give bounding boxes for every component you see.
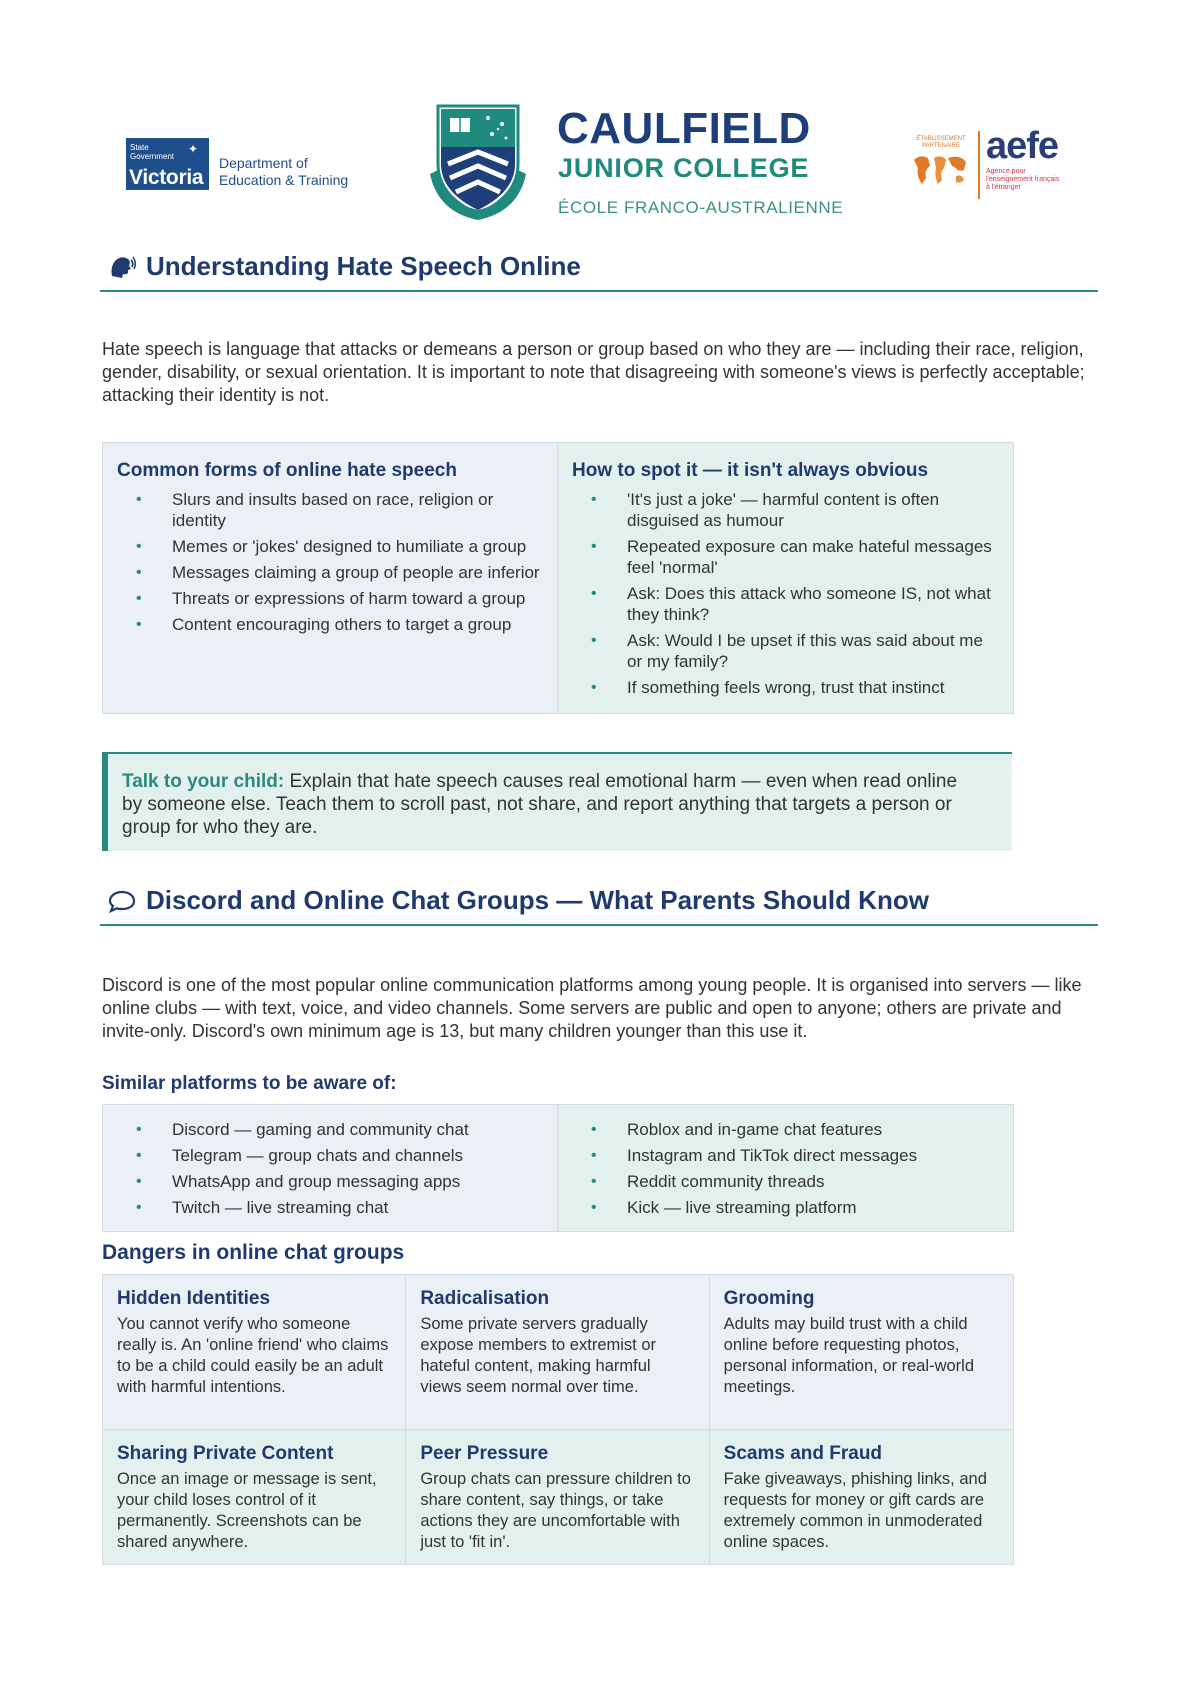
section-title: Understanding Hate Speech Online [146, 251, 581, 281]
platforms-left-column [103, 1105, 558, 1231]
list-item [572, 1197, 999, 1218]
danger-card-radicalisation [406, 1275, 709, 1430]
list-item-text: Content encouraging others to target a group [172, 615, 512, 634]
how-to-spot-column [558, 443, 1013, 713]
bullet-icon: • [591, 585, 597, 602]
bullet-icon: • [136, 1147, 142, 1164]
danger-text: Group chats can pressure children to share content, say things, or take actions they are uncomfortable with just to 'fit in'. [420, 1470, 691, 1551]
aefe-partner-line2: PARTENAIRE [922, 143, 960, 149]
caulfield-junior-college-logo [428, 104, 858, 234]
list-item-text: Ask: Would I be upset if this was said about me or my family? [627, 631, 983, 671]
aefe-sub-line3: à l'étranger [986, 184, 1021, 191]
list-item [117, 1145, 543, 1166]
danger-card-hidden-identities [103, 1275, 406, 1430]
vic-logo-line2: Government [130, 152, 175, 161]
list-item-text: Repeated exposure can make hateful messages feel 'normal' [627, 537, 992, 577]
victoria-logo-box [126, 138, 209, 190]
school-name-line1: CAULFIELD [557, 104, 811, 153]
danger-card-scams-and-fraud [710, 1430, 1013, 1564]
list-item-text: Slurs and insults based on race, religion or identity [172, 490, 494, 530]
hate-speech-intro: Hate speech is language that attacks or demeans a person or group based on who they are — including their race, religion, gender, disability, or sexual orientation. It is important to note that disagreeing with someone's views is perfectly acceptable; attacking their identity is not. [102, 339, 1085, 405]
danger-text: Once an image or message is sent, your child loses control of it permanently. Screenshots can be shared anywhere. [117, 1470, 377, 1551]
list-item [572, 1119, 999, 1140]
common-forms-list [117, 489, 543, 635]
southern-cross-icon: ✦ [188, 142, 199, 156]
danger-card-grooming [710, 1275, 1013, 1430]
victoria-government-logo [126, 138, 356, 192]
bullet-icon: • [591, 491, 597, 508]
section-heading-discord [100, 884, 1098, 926]
danger-title: Sharing Private Content [117, 1443, 334, 1464]
list-item-text: Instagram and TikTok direct messages [627, 1146, 918, 1165]
danger-card-peer-pressure [406, 1430, 709, 1564]
bullet-icon: • [136, 491, 142, 508]
talk-to-your-child-callout [102, 752, 1012, 851]
list-item [117, 1119, 543, 1140]
aefe-partner-label [910, 136, 972, 150]
aefe-partner-line1: ÉTABLISSEMENT [916, 136, 966, 142]
aefe-sub-line1: Agence pour [986, 168, 1026, 175]
bullet-icon: • [591, 1199, 597, 1216]
dangers-title: Dangers in online chat groups [102, 1241, 405, 1264]
bullet-icon: • [591, 679, 597, 696]
similar-platforms-title: Similar platforms to be aware of: [102, 1073, 397, 1094]
list-item [572, 677, 999, 698]
list-item [117, 588, 543, 609]
speaking-head-icon [108, 254, 136, 280]
callout-text: Explain that hate speech causes real emotional harm — even when read online by someone else. Teach them to scroll past, not share, and report anything that targets a person or group for who they are. [122, 771, 958, 838]
list-item [572, 536, 999, 578]
list-item [572, 1171, 999, 1192]
danger-title: Grooming [723, 1288, 815, 1309]
dangers-grid [102, 1274, 1014, 1565]
bullet-icon: • [591, 1173, 597, 1190]
list-item [117, 489, 543, 531]
section-heading-hate-speech [100, 250, 1098, 292]
list-item-text: Roblox and in-game chat features [627, 1120, 883, 1139]
danger-title: Scams and Fraud [723, 1443, 883, 1464]
aefe-logo [910, 126, 1070, 206]
vic-dept-line2: Education & Training [219, 172, 349, 188]
list-item [572, 1145, 999, 1166]
section-title: Discord and Online Chat Groups — What Parents Should Know [146, 885, 929, 915]
list-item [572, 583, 999, 625]
bullet-icon: • [591, 632, 597, 649]
platforms-left-list [117, 1119, 543, 1218]
bullet-icon: • [591, 1147, 597, 1164]
list-item-text: Ask: Does this attack who someone IS, not what they think? [627, 584, 991, 624]
platforms-right-list [572, 1119, 999, 1218]
aefe-subtitle [986, 168, 1076, 192]
vic-logo-name: Victoria [129, 166, 204, 189]
bullet-icon: • [136, 538, 142, 555]
list-item-text: 'It's just a joke' — harmful content is often disguised as humour [627, 490, 940, 530]
common-forms-column [103, 443, 558, 713]
danger-text: Fake giveaways, phishing links, and requests for money or gift cards are extremely common in unmoderated online spaces. [723, 1470, 987, 1551]
callout-label: Talk to your child: [122, 771, 285, 792]
danger-title: Peer Pressure [420, 1443, 549, 1464]
bullet-icon: • [591, 538, 597, 555]
bullet-icon: • [136, 1199, 142, 1216]
platforms-right-column [558, 1105, 1013, 1231]
list-item [117, 536, 543, 557]
list-item [572, 489, 999, 531]
list-item-text: Reddit community threads [627, 1172, 825, 1191]
danger-title: Radicalisation [420, 1288, 550, 1309]
vic-logo-line1: State [130, 143, 149, 152]
list-item [117, 1197, 543, 1218]
list-item-text: WhatsApp and group messaging apps [172, 1172, 461, 1191]
list-item [572, 630, 999, 672]
aefe-wordmark: aefe [986, 125, 1059, 167]
aefe-sub-line2: l'enseignement français [986, 176, 1060, 183]
list-item-text: Discord — gaming and community chat [172, 1120, 469, 1139]
how-to-spot-list [572, 489, 999, 698]
similar-platforms-box [102, 1104, 1014, 1232]
list-item [117, 614, 543, 635]
list-item-text: Threats or expressions of harm toward a group [172, 589, 526, 608]
bullet-icon: • [136, 590, 142, 607]
world-map-icon [910, 150, 970, 190]
danger-text: Some private servers gradually expose members to extremist or hateful content, making harmful views seem normal over time. [420, 1315, 656, 1396]
speech-bubble-icon [108, 888, 136, 914]
bullet-icon: • [136, 1173, 142, 1190]
hate-speech-info-box [102, 442, 1014, 714]
school-crest-icon [428, 104, 528, 222]
bullet-icon: • [591, 1121, 597, 1138]
school-name-line2: JUNIOR COLLEGE [558, 153, 810, 183]
list-item-text: Messages claiming a group of people are inferior [172, 563, 540, 582]
discord-intro: Discord is one of the most popular online communication platforms among young people. It is organised into servers — like online clubs — with text, voice, and video channels. Some servers are public and open to anyone; others are private and invite-only. Discord's own minimum age is 13, but many children younger than this use it. [102, 975, 1082, 1041]
aefe-divider [978, 131, 980, 199]
list-item [117, 1171, 543, 1192]
list-item-text: If something feels wrong, trust that instinct [627, 678, 945, 697]
list-item [117, 562, 543, 583]
vic-dept-line1: Department of [219, 155, 308, 171]
list-item-text: Twitch — live streaming chat [172, 1198, 389, 1217]
school-name-line3: ÉCOLE FRANCO-AUSTRALIENNE [558, 198, 844, 217]
vic-department-name [219, 155, 348, 189]
bullet-icon: • [136, 616, 142, 633]
list-item-text: Memes or 'jokes' designed to humiliate a group [172, 537, 527, 556]
danger-text: You cannot verify who someone really is. An 'online friend' who claims to be a child could easily be an adult with harmful intentions. [117, 1315, 389, 1396]
danger-text: Adults may build trust with a child online before requesting photos, personal information, or real-world meetings. [723, 1315, 975, 1396]
danger-card-sharing-private-content [103, 1430, 406, 1564]
bullet-icon: • [136, 1121, 142, 1138]
danger-title: Hidden Identities [117, 1288, 271, 1309]
bullet-icon: • [136, 564, 142, 581]
how-to-spot-title: How to spot it — it isn't always obvious [572, 460, 929, 481]
common-forms-title: Common forms of online hate speech [117, 460, 457, 481]
list-item-text: Telegram — group chats and channels [172, 1146, 464, 1165]
list-item-text: Kick — live streaming platform [627, 1198, 857, 1217]
